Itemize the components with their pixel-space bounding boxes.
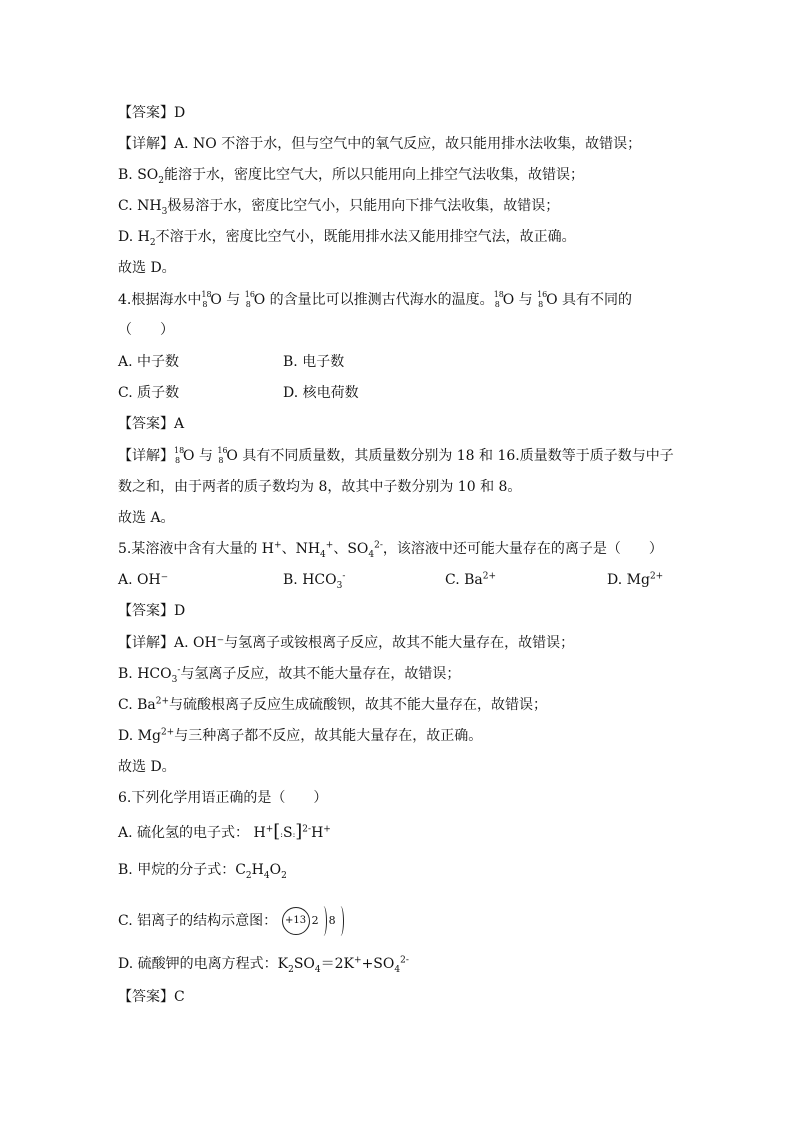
isotope-18-8: 18 8	[174, 446, 185, 465]
aluminum-ion-structure-diagram: +13 2 8	[282, 913, 344, 929]
option-5-d: D. $Mg^{2+}$	[607, 571, 664, 588]
explain-4-a: 【详解】 18 8 O 与 16 8 O 具有不同质量数，其质量数分别为 18 和 16.质量数等于质子数与中子	[118, 446, 674, 465]
option-5-b: B. $HCO_3^-$	[283, 571, 346, 591]
explain-5-c: C. $Ba^{2+}$与硫酸根离子反应生成硫酸钡，故其不能大量存在，故错误；	[118, 696, 548, 713]
explain-3-d: D. $H_2$不溶于水，密度比空气小，既能用排水法又能用排空气法，故正确。	[118, 229, 576, 248]
question-5: 5.某溶液中含有大量的 H+、$NH_4^+$、$SO_4^{2-}$，该溶液中还可能大量存在的离子是（ ）	[118, 540, 663, 560]
option-4-a: A. 中子数	[118, 354, 180, 370]
option-5-a: A. OH⁻	[118, 572, 169, 588]
answer-4: 【答案】A	[118, 416, 185, 432]
option-4-c: C. 质子数	[118, 385, 180, 401]
conclusion-3: 故选 D。	[118, 260, 176, 276]
option-5-c: C. $Ba^{2+}$	[445, 571, 497, 588]
explain-3-a: 【详解】A. NO 不溶于水，但与空气中的氧气反应，故只能用排水法收集，故错误；	[118, 136, 642, 152]
explain-5-a: 【详解】A. OH⁻与氢离子或铵根离子反应，故其不能大量存在，故错误；	[118, 635, 575, 651]
explain-3-c: C. $NH_3$极易溶于水，密度比空气小，只能用向下排气法收集，故错误；	[118, 198, 560, 217]
conclusion-4: 故选 A。	[118, 510, 175, 526]
option-6-c: C. 铝离子的结构示意图： +13 2 8	[118, 906, 344, 936]
question-4: 4.根据海水中 18 8 O 与 16 8 O 的含量比可以推测古代海水的温度。 18 8 O 与 16 8 O 具有不同的	[118, 290, 633, 309]
explain-5-d: D. $Mg^{2+}$与三种离子都不反应，故其能大量存在，故正确。	[118, 727, 483, 744]
h2s-electron-formula: H+[:S:]$^{2-}$H+	[253, 821, 331, 842]
isotope-16-8: 16 8	[217, 446, 228, 465]
question-4-paren: （ ）	[118, 322, 174, 338]
question-6: 6.下列化学用语正确的是（ ）	[118, 790, 328, 806]
option-4-b: B. 电子数	[283, 354, 345, 370]
isotope-16-8: 16 8	[244, 290, 255, 309]
option-6-b: B. 甲烷的分子式：$C_2H_4O_2$	[118, 862, 287, 881]
option-6-d: D. 硫酸钾的电离方程式：$K_2SO_4=2K^++SO_4^{2-}$	[118, 955, 409, 975]
option-4-d: D. 核电荷数	[283, 385, 359, 401]
isotope-18-8: 18 8	[493, 290, 504, 309]
answer-5: 【答案】D	[118, 603, 186, 619]
explain-4-b: 数之和，由于两者的质子数均为 8，故其中子数分别为 10 和 8。	[118, 479, 522, 495]
option-6-a: A. 硫化氢的电子式： H+[:S:]$^{2-}$H+	[118, 821, 331, 842]
conclusion-5: 故选 D。	[118, 759, 176, 775]
explain-3-b: B. $SO_2$能溶于水，密度比空气大，所以只能用向上排空气法收集，故错误；	[118, 167, 584, 186]
answer-6: 【答案】C	[118, 989, 185, 1005]
explain-5-b: B. $HCO_3^-$与氢离子反应，故其不能大量存在，故错误；	[118, 665, 461, 685]
answer-3: 【答案】D	[118, 105, 186, 121]
isotope-16-8: 16 8	[537, 290, 548, 309]
isotope-18-8: 18 8	[201, 290, 212, 309]
